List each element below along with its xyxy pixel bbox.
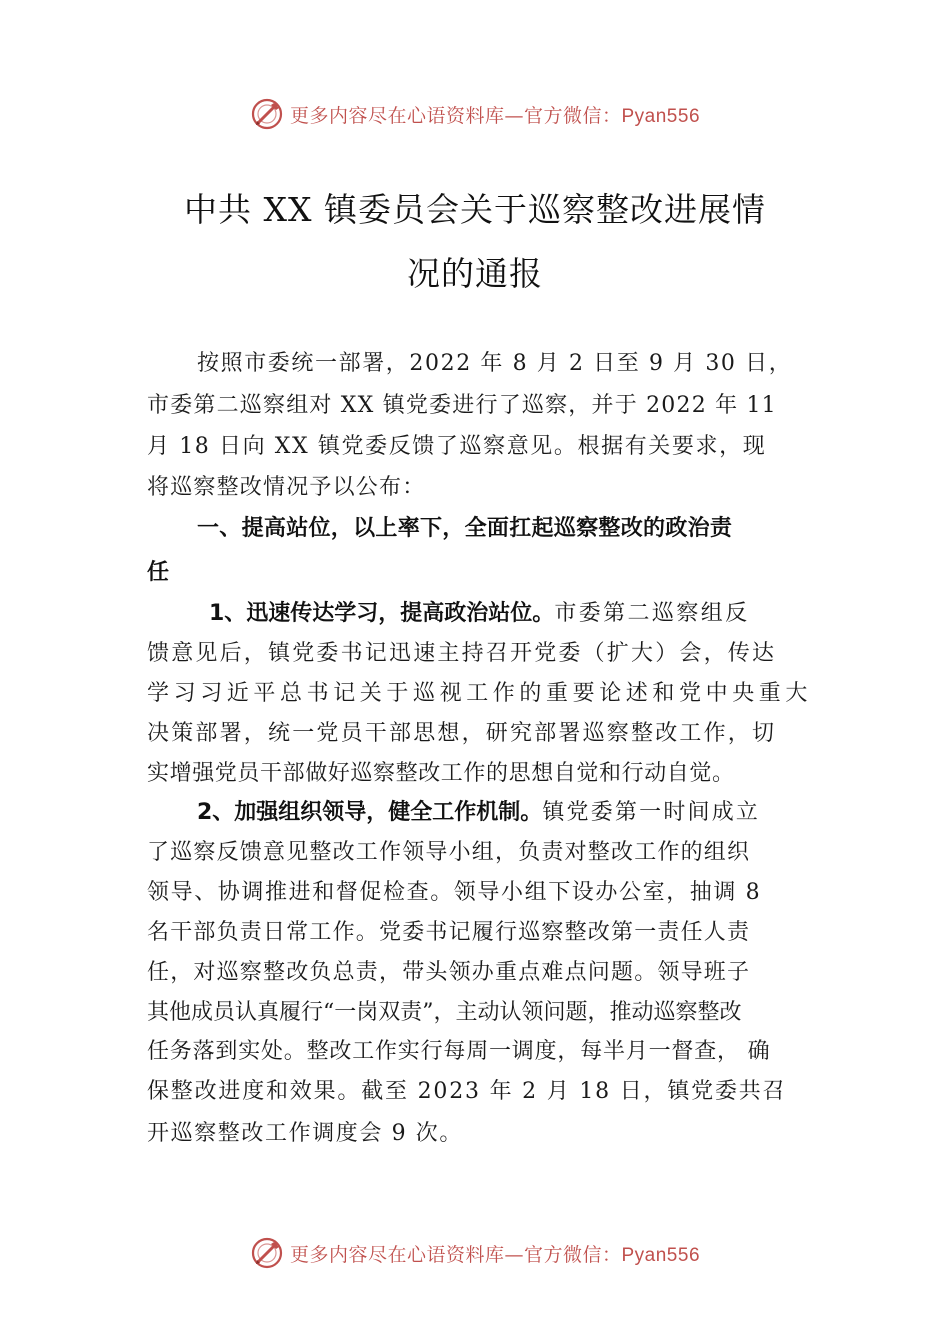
watermark-id: Pyan556: [621, 1244, 701, 1266]
document-title-line2: 况的通报: [407, 254, 543, 293]
item1-line-2: 馈意见后，镇党委书记迅速主持召开党委（扩大）会，传达: [147, 641, 777, 666]
item1-line-1: 1、迅速传达学习，提高政治站位。 市委第二巡察组反: [147, 594, 827, 634]
watermark-logo-icon: [250, 1236, 284, 1270]
item1-line-3: 学习习近平总书记关于巡视工作的重要论述和党中央重大: [147, 681, 813, 706]
watermark-text: 更多内容尽在心语资料库—官方微信：Pyan556: [289, 1243, 701, 1266]
section1-heading: 一、提高站位，以上率下，全面扛起巡察整改的政治责: [197, 516, 733, 541]
intro-line-4: 将巡察整改情况予以公布：: [147, 475, 426, 500]
item2-heading: 2、加强组织领导，健全工作机制。: [197, 800, 543, 825]
watermark-logo-icon: [250, 97, 284, 131]
intro-line-3: 月 18 日向 XX 镇党委反馈了巡察意见。根据有关要求，现: [147, 434, 767, 459]
item2-line-1: 2、加强组织领导，健全工作机制。 镇党委第一时间成立: [147, 793, 827, 833]
watermark-header: [0, 94, 950, 134]
watermark-footer: [0, 1233, 950, 1273]
watermark-id: Pyan556: [621, 105, 701, 127]
item1-heading: 1、迅速传达学习，提高政治站位。: [209, 601, 555, 626]
item1-line-4: 决策部署，统一党员干部思想，研究部署巡察整改工作，切: [147, 721, 777, 746]
item2-line-5: 任，对巡察整改负总责，带头领办重点难点问题。领导班子: [147, 960, 751, 985]
intro-line-2: 市委第二巡察组对 XX 镇党委进行了巡察，并于 2022 年 11: [147, 393, 777, 418]
item2-line-7: 任务落到实处。整改工作实行每周一调度，每半月一督查， 确: [147, 1039, 771, 1064]
item2-line-4: 名干部负责日常工作。党委书记履行巡察整改第一责任人责: [147, 920, 751, 945]
section1-heading-cont: 任: [147, 560, 170, 585]
item2-line-6: 其他成员认真履行“一岗双责”，主动认领问题，推动巡察整改: [147, 1000, 742, 1025]
item2-line-3: 领导、协调推进和督促检查。领导小组下设办公室，抽调 8: [147, 880, 762, 905]
item1-line-5: 实增强党员干部做好巡察整改工作的思想自觉和行动自觉。: [147, 761, 735, 786]
document-title-line1: 中共 XX 镇委员会关于巡察整改进展情: [184, 190, 766, 229]
item2-line-8: 保整改进度和效果。截至 2023 年 2 月 18 日，镇党委共召: [147, 1079, 787, 1104]
intro-line-1: 按照市委统一部署，2022 年 8 月 2 日至 9 月 30 日，: [197, 351, 793, 376]
watermark-text: 更多内容尽在心语资料库—官方微信：Pyan556: [289, 104, 701, 127]
item2-line-2: 了巡察反馈意见整改工作领导小组，负责对整改工作的组织: [147, 840, 751, 865]
item2-line-9: 开巡察整改工作调度会 9 次。: [147, 1121, 463, 1146]
